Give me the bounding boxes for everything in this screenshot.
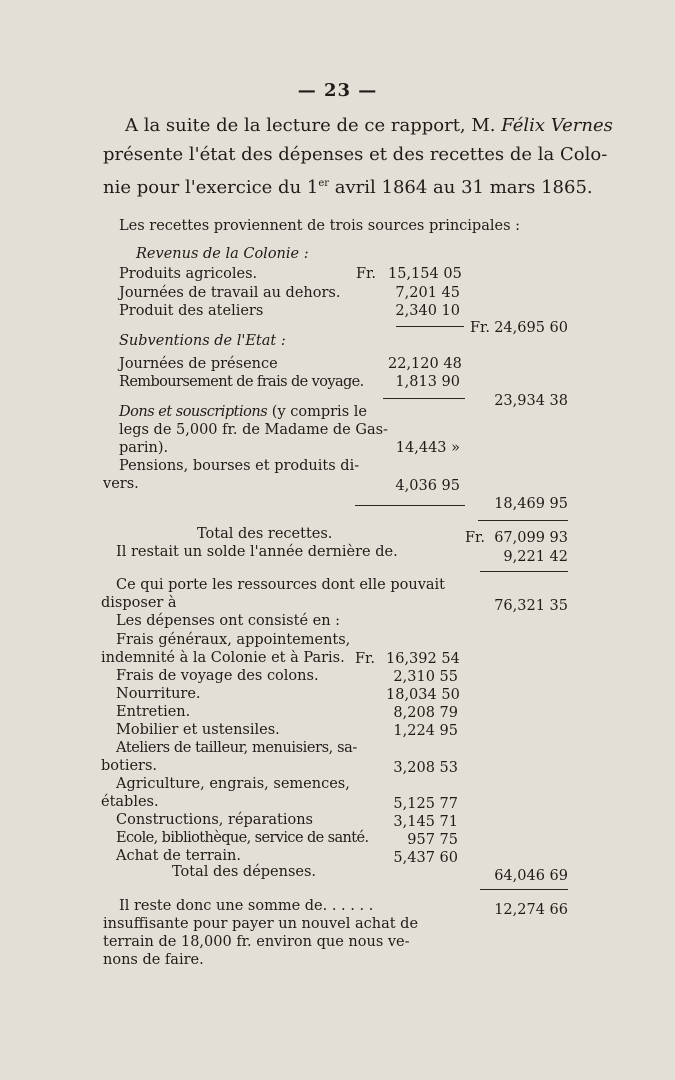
- revenus-item-value: 2,340 10: [395, 303, 460, 319]
- rule: [478, 520, 568, 521]
- ateliers-line-2: botiers.: [101, 758, 158, 774]
- reste-line-3: terrain de 18,000 fr. environ que nous ve-: [103, 934, 410, 950]
- subventions-heading: [119, 333, 286, 349]
- intro-line-3: [103, 170, 593, 201]
- intro-line-1: [103, 112, 613, 139]
- dons-line-1: [119, 404, 367, 420]
- solde-label: Il restait un solde l'année dernière de.: [116, 544, 398, 560]
- total-depenses-label: Total des dépenses.: [172, 864, 317, 880]
- superscript: er: [318, 178, 330, 189]
- depenses-item-value: 18,034 50: [386, 687, 460, 703]
- depenses-item-label: Nourriture.: [116, 686, 201, 702]
- subventions-heading-text: Subventions de l'Etat :: [119, 333, 286, 349]
- recettes-lead: Les recettes proviennent de trois sources principales :: [119, 218, 521, 234]
- pensions-value: 4,036 95: [395, 478, 460, 494]
- intro-line-3-text: nie pour l'exercice du 1: [103, 177, 319, 198]
- ateliers-value: 3,208 53: [393, 760, 458, 776]
- reste-line-1: Il reste donc une somme de. . . . . .: [119, 898, 374, 914]
- depenses-item-label: Constructions, réparations: [116, 812, 314, 828]
- rule: [480, 889, 568, 890]
- ateliers-line-1: Ateliers de tailleur, menuisiers, sa-: [116, 740, 357, 756]
- depenses-item-label: Entretien.: [116, 704, 191, 720]
- subventions-item-value: 1,813 90: [395, 374, 460, 390]
- dons-value: 14,443 »: [395, 440, 460, 456]
- depenses-first-line-1: Frais généraux, appointements,: [116, 632, 351, 648]
- revenus-subtotal: 24,695 60: [494, 320, 568, 336]
- dons-heading-rest: (y compris le: [267, 404, 367, 420]
- total-recettes: 67,099 93: [494, 530, 568, 546]
- dons-line-2: legs de 5,000 fr. de Madame de Gas-: [119, 422, 388, 438]
- ressources-line-1: Ce qui porte les ressources dont elle pouvait: [116, 577, 446, 593]
- rule: [383, 398, 465, 399]
- subventions-item-value: 22,120 48: [388, 356, 462, 372]
- page-number: — 23 —: [297, 80, 378, 101]
- rule: [396, 326, 464, 327]
- solde-value: 9,221 42: [503, 549, 568, 565]
- revenus-item-value: 7,201 45: [395, 285, 460, 301]
- dons-line-3: parin).: [119, 440, 169, 456]
- depenses-item-label: Mobilier et ustensiles.: [116, 722, 280, 738]
- revenus-item-label: Produits agricoles.: [119, 266, 258, 282]
- agri-value: 5,125 77: [393, 796, 458, 812]
- depenses-first-line-2: indemnité à la Colonie et à Paris.: [101, 650, 345, 666]
- ressources-line-2: disposer à: [101, 595, 177, 611]
- revenus-prefix: Fr.: [356, 266, 377, 282]
- dons-heading: Dons et souscriptions: [119, 404, 268, 420]
- depenses-first-value: 16,392 54: [386, 651, 460, 667]
- revenus-heading-text: Revenus de la Colonie :: [136, 246, 309, 262]
- subventions-item-label: Remboursement de frais de voyage.: [119, 374, 364, 390]
- revenus-subtotal-prefix: Fr.: [470, 320, 491, 336]
- ressources-value: 76,321 35: [494, 598, 568, 614]
- dons-subtotal: 18,469 95: [494, 496, 568, 512]
- rule: [480, 571, 568, 572]
- depenses-item-value: 2,310 55: [393, 669, 458, 685]
- revenus-item-label: Produit des ateliers: [119, 303, 264, 319]
- intro-line-1-text: A la suite de la lecture de ce rapport, M.: [125, 115, 502, 136]
- intro-line-2: présente l'état des dépenses et des recettes de la Colo-: [103, 144, 608, 165]
- intro-line-3-end: avril 1864 au 31 mars 1865.: [329, 177, 593, 198]
- depenses-item-value: 8,208 79: [393, 705, 458, 721]
- depenses-item-value: 3,145 71: [393, 814, 458, 830]
- depenses-item-value: 957 75: [407, 832, 458, 848]
- pensions-line-1: Pensions, bourses et produits di-: [119, 458, 360, 474]
- rule: [355, 505, 465, 506]
- depenses-lead: Les dépenses ont consisté en :: [116, 613, 341, 629]
- total-recettes-prefix: Fr.: [465, 530, 486, 546]
- pensions-line-2: vers.: [103, 476, 139, 492]
- agri-line-2: étables.: [101, 794, 159, 810]
- depenses-prefix: Fr.: [355, 651, 376, 667]
- reste-line-2: insuffisante pour payer un nouvel achat de: [103, 916, 419, 932]
- reste-line-4: nons de faire.: [103, 952, 204, 968]
- depenses-item-value: 5,437 60: [393, 850, 458, 866]
- depenses-item-value: 1,224 95: [393, 723, 458, 739]
- depenses-item-label: Frais de voyage des colons.: [116, 668, 319, 684]
- depenses-item-label: Ecole, bibliothèque, service de santé.: [116, 830, 369, 846]
- total-depenses: 64,046 69: [494, 868, 568, 884]
- agri-line-1: Agriculture, engrais, semences,: [116, 776, 350, 792]
- revenus-heading: [136, 246, 309, 262]
- person-name: Félix Vernes: [501, 115, 613, 136]
- total-recettes-label: Total des recettes.: [197, 526, 333, 542]
- revenus-item-value: 15,154 05: [388, 266, 462, 282]
- subventions-item-label: Journées de présence: [119, 356, 278, 372]
- reste-value: 12,274 66: [494, 902, 568, 918]
- depenses-item-label: Achat de terrain.: [116, 848, 241, 864]
- subventions-subtotal: 23,934 38: [494, 393, 568, 409]
- revenus-item-label: Journées de travail au dehors.: [119, 285, 341, 301]
